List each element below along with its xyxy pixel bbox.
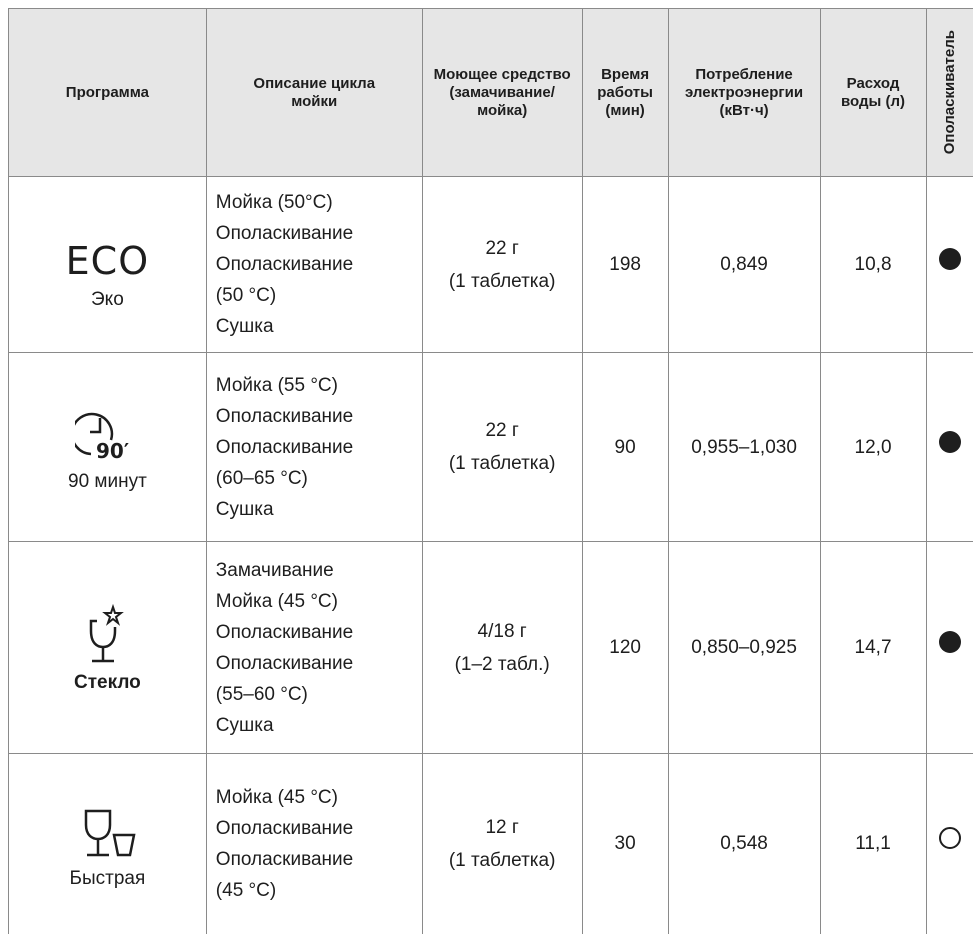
detergent-cell: 22 г (1 таблетка) — [422, 177, 582, 353]
table-row — [9, 754, 973, 934]
program-cell — [9, 754, 207, 934]
time-cell: 30 — [582, 754, 668, 934]
detergent-cell: 4/18 г (1–2 табл.) — [422, 542, 582, 754]
energy-cell: 0,849 — [668, 177, 820, 353]
header-time: Время работы (мин) — [582, 9, 668, 177]
time-cell: 120 — [582, 542, 668, 754]
cycle-description: Мойка (55 °C) Ополаскивание Ополаскивание (60–65 °C) Сушка — [206, 353, 422, 542]
table-row — [9, 353, 973, 542]
time-cell: 90 — [582, 353, 668, 542]
cycle-description: Замачивание Мойка (45 °C) Ополаскивание Ополаскивание (55–60 °C) Сушка — [206, 542, 422, 754]
eco-icon: ECO — [65, 238, 150, 283]
header-detergent: Моющее средство (замачивание/ мойка) — [422, 9, 582, 177]
program-cell — [9, 177, 207, 353]
cycle-description: Мойка (45 °C) Ополаскивание Ополаскивание (45 °C) — [206, 754, 422, 934]
program-cell — [9, 542, 207, 754]
glass-cup-icon — [72, 805, 142, 861]
program-name: Стекло — [74, 671, 141, 693]
rinse-aid-filled-indicator — [939, 431, 961, 453]
rinse-aid-cell — [926, 754, 973, 934]
rinse-aid-filled-indicator — [939, 248, 961, 270]
detergent-cell: 22 г (1 таблетка) — [422, 353, 582, 542]
clock-90-icon — [75, 404, 139, 464]
detergent-cell: 12 г (1 таблетка) — [422, 754, 582, 934]
water-cell: 14,7 — [820, 542, 926, 754]
rinse-aid-cell — [926, 353, 973, 542]
energy-cell: 0,548 — [668, 754, 820, 934]
table-row — [9, 542, 973, 754]
header-description: Описание цикла мойки — [206, 9, 422, 177]
cycle-description: Мойка (50°C) Ополаскивание Ополаскивание (50 °C) Сушка — [206, 177, 422, 353]
time-cell: 198 — [582, 177, 668, 353]
svg-text:90′: 90′ — [96, 439, 130, 463]
rinse-aid-filled-indicator — [939, 631, 961, 653]
glass-sparkle-icon — [75, 603, 139, 665]
program-name: Эко — [91, 288, 124, 310]
water-cell: 11,1 — [820, 754, 926, 934]
program-cell — [9, 353, 207, 542]
water-cell: 12,0 — [820, 353, 926, 542]
water-cell: 10,8 — [820, 177, 926, 353]
header-row — [9, 9, 973, 177]
rinse-aid-empty-indicator — [939, 827, 961, 849]
rinse-aid-cell — [926, 542, 973, 754]
header-program: Программа — [9, 9, 207, 177]
program-name: 90 минут — [68, 471, 147, 492]
program-table — [8, 8, 973, 934]
header-water: Расход воды (л) — [820, 9, 926, 177]
energy-cell: 0,850–0,925 — [668, 542, 820, 754]
header-rinse-aid: Ополаскиватель — [926, 9, 973, 177]
table-row — [9, 177, 973, 353]
program-name: Быстрая — [69, 867, 146, 889]
energy-cell: 0,955–1,030 — [668, 353, 820, 542]
header-energy: Потребление электроэнергии (кВт·ч) — [668, 9, 820, 177]
rinse-aid-cell — [926, 177, 973, 353]
